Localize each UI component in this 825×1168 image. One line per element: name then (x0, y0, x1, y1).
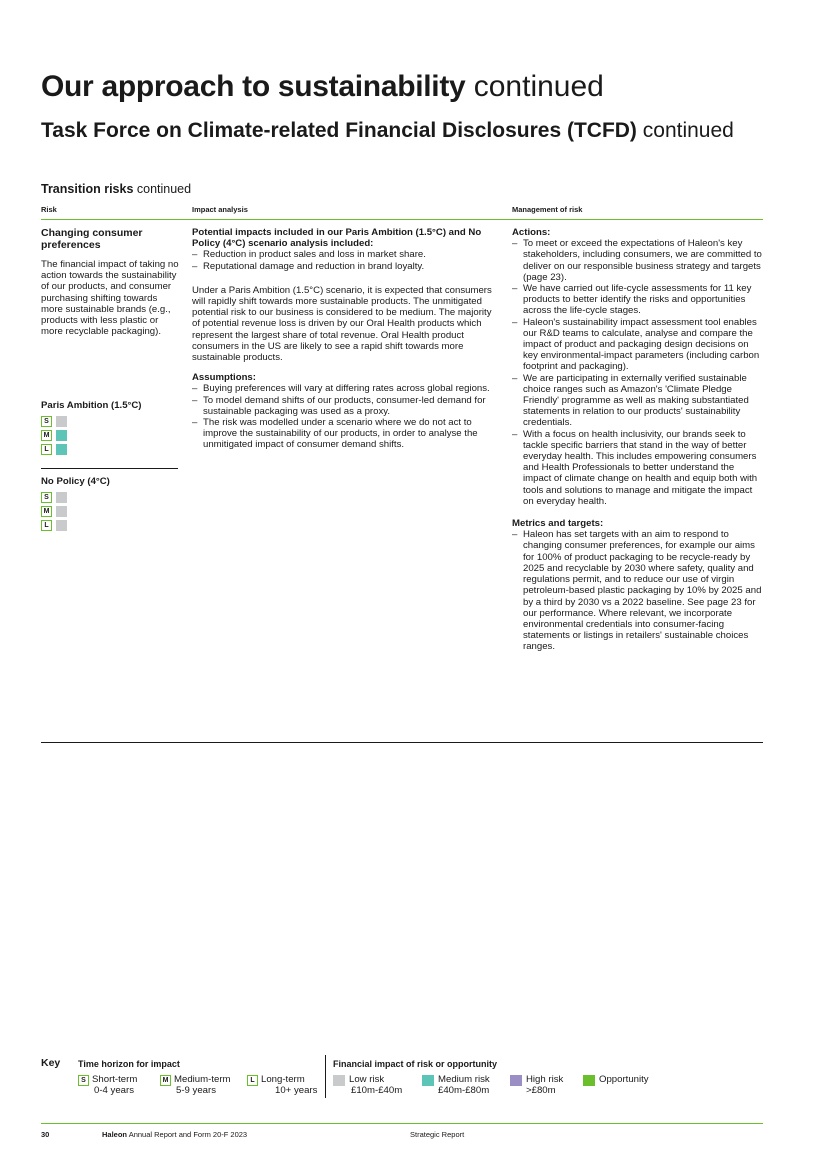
risk-level-low (56, 520, 67, 531)
horizon-badge-m: M (41, 506, 52, 517)
opportunity-swatch (583, 1075, 595, 1086)
key-item-range: >£80m (526, 1084, 556, 1096)
key-item-medium-risk (422, 1075, 490, 1096)
financial-impact-heading: Financial impact of risk or opportunity (333, 1059, 498, 1069)
list-item: – With a focus on health inclusivity, our brands seek to tackle specific barriers that stand in the way of better everyday health. This includes empowering consumers and Health Professionals to better understand the impact of climate change on health and equip both with tools and solutions to manage and mitigate the impact on everyday health. (512, 429, 764, 507)
footer-report: Annual Report and Form 20-F 2023 (128, 1130, 248, 1139)
key-item-text (526, 1075, 563, 1096)
key-item-text (349, 1075, 402, 1096)
time-horizon-heading: Time horizon for impact (78, 1059, 180, 1069)
key-item-text (438, 1075, 490, 1096)
risk-title: Changing consumer preferences (41, 227, 143, 251)
risk-column (41, 227, 181, 337)
assumptions-heading: Assumptions: (192, 372, 256, 384)
key-item-text (599, 1075, 649, 1086)
medium-risk-swatch (422, 1075, 434, 1086)
footer-section: Strategic Report (410, 1130, 465, 1139)
section-label-rest: continued (133, 182, 192, 196)
metrics-heading: Metrics and targets: (512, 518, 604, 530)
impact-heading: Potential impacts included in our Paris Ambition (1.5°C) and No Policy (4°C) scenario analysis included: (192, 227, 482, 250)
key-item-name: Low risk (349, 1074, 385, 1085)
horizon-row (41, 415, 181, 427)
key-item-name: Medium risk (438, 1074, 490, 1085)
key-item-name: Medium-term (174, 1074, 231, 1085)
horizon-badge-l: L (247, 1075, 258, 1086)
scenario-paris-horizons (41, 415, 181, 455)
key-item-text (92, 1075, 137, 1096)
scenario-paris-title: Paris Ambition (1.5°C) (41, 400, 142, 411)
actions-list (512, 238, 764, 507)
assumptions-list (192, 383, 492, 450)
list-item: – To meet or exceed the expectations of Haleon's key stakeholders, including consumers, we are committed to deliver on our responsible business strategy and targets (page 23). (512, 238, 764, 283)
list-item: – We are participating in externally verified sustainable choice ranges such as Amazon's 'Climate Pledge Friendly' programme as well as making substantiated statements in relation to our products' sustainability credentials. (512, 373, 764, 429)
key-item-name: High risk (526, 1074, 564, 1085)
horizon-badge-l: L (41, 444, 52, 455)
management-column (512, 227, 764, 653)
key-item-long-term (247, 1075, 317, 1096)
column-header-impact: Impact analysis (192, 205, 248, 214)
key-item-high-risk (510, 1075, 563, 1096)
page-title-rest: continued (465, 70, 604, 103)
list-item: – Reputational damage and reduction in brand loyalty. (192, 261, 492, 272)
risk-level-medium (56, 444, 67, 455)
page-subtitle (41, 117, 734, 145)
key-divider (325, 1055, 326, 1098)
impact-bullets (192, 249, 492, 271)
key-item-range: 0-4 years (94, 1084, 134, 1096)
section-label-bold: Transition risks (41, 182, 134, 196)
metrics-list (512, 529, 764, 652)
key-item-name: Opportunity (599, 1074, 649, 1085)
page-subtitle-bold: Task Force on Climate-related Financial Disclosures (TCFD) (41, 119, 637, 142)
page-title (41, 68, 604, 106)
key-item-low-risk (333, 1075, 402, 1096)
key-item-opportunity (583, 1075, 649, 1086)
section-label (41, 181, 191, 197)
horizon-badge-s: S (41, 492, 52, 503)
list-item: – Haleon's sustainability impact assessment tool enables our R&D teams to calculate, analyse and compare the impact of product and packaging design decisions on key environmental-impact parameters (including carbon footprint and packaging). (512, 317, 764, 373)
table-bottom-rule (41, 742, 763, 743)
footer-report-title (102, 1130, 247, 1140)
table-header-rule (41, 219, 763, 220)
horizon-badge-s: S (41, 416, 52, 427)
horizon-row (41, 505, 181, 517)
high-risk-swatch (510, 1075, 522, 1086)
key-item-range: £10m-£40m (351, 1084, 403, 1096)
key-item-text (174, 1075, 231, 1096)
footer-rule (41, 1123, 763, 1124)
horizon-row (41, 491, 181, 503)
horizon-badge-s: S (78, 1075, 89, 1086)
risk-level-low (56, 492, 67, 503)
key-item-name: Short-term (92, 1074, 138, 1085)
low-risk-swatch (333, 1075, 345, 1086)
impact-column (192, 227, 492, 451)
scenario-no-policy-horizons (41, 491, 181, 531)
key-label: Key (41, 1057, 61, 1069)
risk-level-medium (56, 430, 67, 441)
horizon-badge-m: M (160, 1075, 171, 1086)
column-header-risk: Risk (41, 205, 57, 214)
page-number: 30 (41, 1130, 50, 1139)
page-subtitle-rest: continued (636, 119, 734, 142)
list-item: – Haleon has set targets with an aim to respond to changing consumer preferences, for example our aims for 100% of product packaging to be recycle-ready by 2025 and recyclable by 2030 where safety, quality and regulations permit, and to reduce our use of virgin petroleum-based plastic packaging by 10% by 2025 and by a third by 2030 vs a 2022 baseline. See page 23 for our performance. Where relevant, we incorporate environmental credentials into consumer-facing statements or listings in retailers' sustainable choices ranges. (512, 529, 764, 652)
list-item: – To model demand shifts of our products, consumer-led demand for sustainable packaging was used as a proxy. (192, 395, 492, 417)
key-item-short-term (78, 1075, 137, 1096)
risk-description: The financial impact of taking no action towards the sustainability of our products, and consumer purchasing shifting towards more sustainable brands (e.g., products with less plastic or more recyclable packaging). (41, 259, 179, 338)
scenario-paris (41, 400, 181, 457)
column-header-management: Management of risk (512, 205, 583, 214)
list-item: – Reduction in product sales and loss in market share. (192, 249, 492, 260)
actions-heading: Actions: (512, 227, 551, 238)
page-title-bold: Our approach to sustainability (41, 70, 466, 103)
list-item: – We have carried out life-cycle assessments for 11 key products to better identify the risks and opportunities across the life-cycle stages. (512, 283, 764, 317)
impact-paragraph: Under a Paris Ambition (1.5°C) scenario, it is expected that consumers will rapidly shift towards more sustainable products. The unmitigated potential risk to our business is considered to be medium. The majority of potential revenue loss is driven by our Oral Health products which represent the largest share of total revenue. Oral Health product consumers in the US are likely to see a rapid shift towards more sustainable products. (192, 284, 492, 364)
scenario-no-policy (41, 476, 181, 533)
horizon-row (41, 519, 181, 531)
risk-level-low (56, 416, 67, 427)
horizon-row (41, 429, 181, 441)
key-item-range: 10+ years (275, 1084, 318, 1096)
key-item-name: Long-term (261, 1074, 305, 1085)
list-item: – Buying preferences will vary at differing rates across global regions. (192, 383, 492, 394)
horizon-badge-l: L (41, 520, 52, 531)
key-item-range: 5-9 years (176, 1084, 216, 1096)
horizon-row (41, 443, 181, 455)
scenario-divider (41, 468, 178, 469)
horizon-badge-m: M (41, 430, 52, 441)
list-item: – The risk was modelled under a scenario where we do not act to improve the sustainability of our products, in order to analyse the unmitigated impact of consumer demand shifts. (192, 417, 492, 451)
risk-level-low (56, 506, 67, 517)
key-item-text (261, 1075, 317, 1096)
key-item-medium-term (160, 1075, 231, 1096)
footer-brand: Haleon (102, 1130, 128, 1139)
key-item-range: £40m-£80m (438, 1084, 490, 1096)
scenario-no-policy-title: No Policy (4°C) (41, 476, 110, 487)
